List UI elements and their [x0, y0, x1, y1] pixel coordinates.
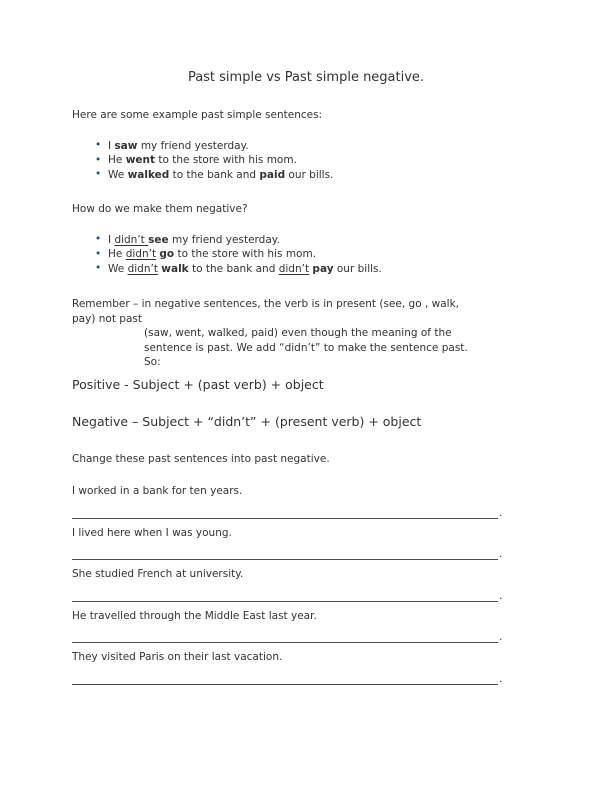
exercise-sentence: They visited Paris on their last vacation.	[72, 651, 283, 663]
remember-note	[72, 297, 540, 370]
answer-blank	[72, 503, 540, 519]
page-content	[72, 0, 540, 685]
answer-line-period: .	[499, 672, 503, 685]
answer-line-period: .	[499, 631, 503, 643]
exercise-item	[72, 484, 540, 519]
answer-line	[72, 544, 498, 560]
answer-line-period: .	[499, 548, 503, 560]
positive-formula: Positive - Subject + (past verb) + object	[72, 376, 324, 392]
list-item	[72, 233, 540, 248]
bullet-icon: •	[95, 153, 102, 166]
example-sentence: He didn’t go to the store with his mom.	[108, 248, 317, 260]
answer-line	[72, 627, 498, 643]
example-sentence: We didn’t walk to the bank and didn’t pay our bills.	[108, 262, 382, 275]
bullet-icon: •	[95, 262, 102, 274]
list-item	[72, 153, 540, 168]
bullet-icon: •	[95, 247, 102, 260]
list-item	[72, 247, 540, 262]
bullet-icon: •	[95, 233, 102, 245]
example-sentence: We walked to the bank and paid our bills.	[108, 168, 334, 181]
remember-line: pay) not past	[72, 312, 142, 325]
positive-examples-list	[72, 139, 540, 183]
answer-blank	[72, 586, 540, 602]
answer-blank	[72, 544, 540, 560]
negative-question-text: How do we make them negative?	[72, 203, 248, 215]
remember-indented-line: sentence is past. We add “didn’t” to make the sentence past.	[144, 341, 468, 354]
answer-line	[72, 669, 498, 685]
list-item	[72, 139, 540, 154]
answer-line-period: .	[499, 506, 503, 519]
answer-blank	[72, 669, 540, 685]
exercise-sentence: I lived here when I was young.	[72, 526, 232, 539]
exercise-item	[72, 526, 540, 561]
bullet-icon: •	[95, 168, 102, 180]
exercise-sentence: I worked in a bank for ten years.	[72, 485, 243, 497]
example-sentence: I saw my friend yesterday.	[108, 139, 249, 152]
example-sentence: I didn’t see my friend yesterday.	[108, 233, 280, 246]
list-item	[72, 262, 540, 277]
exercise-item	[72, 567, 540, 602]
negative-examples-list	[72, 233, 540, 277]
answer-line	[72, 503, 498, 519]
page-title: Past simple vs Past simple negative.	[187, 70, 425, 85]
intro-text: Here are some example past simple sentences:	[72, 109, 323, 121]
exercise-item	[72, 650, 540, 685]
exercise-sentence: He travelled through the Middle East last year.	[72, 609, 317, 622]
answer-blank	[72, 627, 540, 643]
example-sentence: He went to the store with his mom.	[108, 154, 297, 166]
remember-line: Remember – in negative sentences, the verb is in present (see, go , walk,	[72, 298, 460, 310]
remember-indented-line: (saw, went, walked, paid) even though the meaning of the	[144, 327, 452, 339]
negative-formula: Negative – Subject + “didn’t” + (present verb) + object	[72, 413, 422, 429]
list-item	[72, 168, 540, 183]
answer-line	[72, 586, 498, 602]
bullet-icon: •	[95, 139, 102, 151]
remember-indented-line: So:	[144, 356, 161, 368]
exercise-item	[72, 609, 540, 644]
exercise-instruction: Change these past sentences into past negative.	[72, 452, 330, 465]
answer-line-period: .	[499, 589, 503, 602]
exercise-sentence: She studied French at university.	[72, 568, 244, 580]
